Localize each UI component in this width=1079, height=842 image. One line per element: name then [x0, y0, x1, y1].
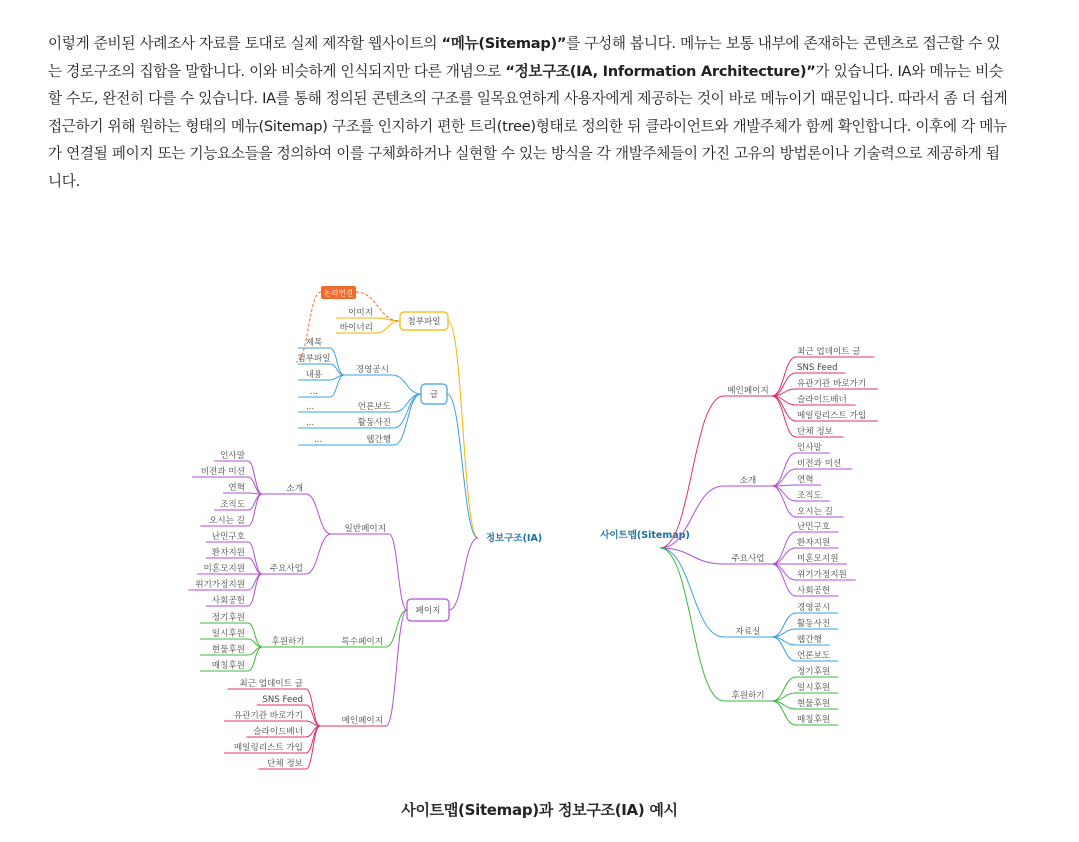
ia-general-sub1-leaf-2: 미혼모지원	[203, 564, 245, 574]
sitemap-branch-3: 자료실	[735, 627, 761, 637]
ia-special-leaf-3: 매칭후원	[211, 661, 245, 671]
ia-attachment-edge-1	[376, 321, 400, 333]
sitemap-branch1-leaf-2: 연혁	[797, 475, 814, 485]
sitemap-branch0-leaf-3: 슬라이드배너	[797, 395, 847, 405]
mindmap-figure	[0, 270, 1079, 780]
sitemap-branch0-leaf-5: 단체 정보	[797, 427, 833, 437]
ia-general-sub0-leaf-0: 인사말	[220, 451, 245, 461]
sitemap-branch1-leaf-edge-4	[772, 486, 796, 517]
ia-general-sub1-leaf-3: 위기가정지원	[195, 580, 245, 590]
ia-post-edge-1	[394, 394, 421, 412]
sitemap-branch2-leaf-edge-0	[772, 532, 796, 564]
sitemap-branch2-leaf-1: 환자지원	[797, 538, 831, 548]
sitemap-branch2-leaf-2: 미혼모지원	[797, 554, 839, 564]
sitemap-branch3-leaf-2: 웹간행	[797, 635, 822, 645]
sitemap-branch-1: 소개	[739, 476, 757, 486]
ia-general-sub0-leaf-edge-3	[248, 494, 262, 510]
ia-general-sub-0: 소개	[286, 484, 303, 494]
ia-general-sub0-leaf-3: 조직도	[220, 500, 245, 510]
link-dashed-file	[296, 292, 321, 362]
ia-post-2: 활동사진	[357, 418, 391, 428]
ia-general-sub1-leaf-4: 사회공헌	[211, 596, 245, 606]
link-tag-label: 논리연결	[324, 288, 353, 298]
ia-main-leaf-edge-5	[306, 726, 320, 769]
figure-caption: 사이트맵(Sitemap)과 정보구조(IA) 예시	[401, 801, 678, 819]
sitemap-branch-edge-4	[660, 548, 724, 701]
sitemap-branch2-leaf-3: 위기가정지원	[797, 570, 847, 580]
ia-general-sub-edge-1	[306, 534, 331, 574]
sitemap-branch1-leaf-3: 조직도	[797, 491, 822, 501]
ia-general-sub0-leaf-4: 오시는 길	[209, 516, 245, 526]
sitemap-branch1-leaf-0: 인사말	[797, 443, 822, 453]
sitemap-branch1-leaf-edge-1	[772, 469, 796, 486]
ia-special-leaf-1: 일시후원	[211, 629, 245, 639]
sitemap-branch-2: 주요사업	[731, 554, 765, 564]
sitemap-branch2-leaf-edge-1	[772, 548, 796, 564]
ia-post0-child-1: 첨부파일	[297, 354, 331, 364]
ia-general-sub1-leaf-edge-4	[248, 574, 262, 606]
ia-general-sub1-leaf-0: 난민구호	[211, 532, 245, 542]
ia-page-edge-1	[386, 610, 407, 647]
sitemap-root-label: 사이트맵(Sitemap)	[600, 530, 690, 541]
ia-page-edge-0	[389, 534, 407, 610]
ia-post-edge-3	[394, 394, 421, 445]
ia-main-leaf-4: 메일링리스트 가입	[233, 743, 303, 753]
ia-root-label: 정보구조(IA)	[485, 533, 543, 544]
ia-post0-child-edge-3	[330, 375, 344, 397]
ia-attachment-0: 이미지	[348, 308, 373, 318]
ia-post-1: 언론보도	[357, 402, 391, 412]
ia-special-sub-0: 후원하기	[271, 637, 305, 647]
ia-post-3-prefix: ...	[314, 435, 323, 445]
ia-post-edge-0	[392, 375, 421, 394]
sitemap-branch0-leaf-1: SNS Feed	[797, 363, 838, 373]
ia-attachments: 첨부파일	[407, 317, 441, 327]
ia-general-sub1-leaf-edge-3	[248, 574, 262, 590]
sitemap-branch2-leaf-4: 사회공헌	[797, 586, 831, 596]
sitemap-branch-edge-2	[660, 548, 724, 564]
sitemap-branch0-leaf-4: 메일링리스트 가입	[797, 411, 867, 421]
ia-main-leaf-edge-0	[306, 689, 320, 726]
ia-edge-pages	[449, 538, 478, 610]
ia-main-leaf-0: 최근 업데이트 글	[239, 679, 303, 689]
sitemap-branch-edge-0	[660, 396, 724, 548]
sitemap-branch-0: 메인페이지	[727, 386, 769, 396]
sitemap-branch3-leaf-0: 경영공시	[797, 603, 831, 613]
sitemap-branch2-leaf-edge-3	[772, 564, 796, 580]
ia-page-1: 특수페이지	[341, 637, 383, 647]
ia-attachment-1: 바이너리	[339, 323, 373, 333]
sitemap-branch2-leaf-edge-4	[772, 564, 796, 596]
ia-post0-child-edge-0	[330, 348, 344, 375]
ia-general-sub0-leaf-2: 연혁	[228, 483, 245, 493]
ia-main-leaf-2: 유관기관 바로가기	[233, 711, 303, 721]
paragraph-bold-sitemap: “메뉴(Sitemap)”	[441, 35, 567, 52]
ia-main-leaf-5: 단체 정보	[267, 759, 303, 769]
sitemap-branch1-leaf-1: 비전과 미션	[797, 459, 842, 469]
sitemap-branch4-leaf-0: 정기후원	[797, 667, 831, 677]
ia-post-1-prefix: ...	[306, 402, 315, 412]
ia-posts: 글	[429, 390, 439, 400]
ia-general-sub-1: 주요사업	[269, 564, 303, 574]
sitemap-branch1-leaf-4: 오시는 길	[797, 507, 833, 517]
ia-post-2-prefix: ...	[306, 418, 315, 428]
ia-post0-child-0: 제목	[305, 338, 323, 348]
ia-general-sub1-leaf-1: 환자지원	[211, 548, 245, 558]
ia-page-2: 메인페이지	[341, 716, 383, 726]
ia-main-leaf-1: SNS Feed	[262, 695, 303, 705]
ia-general-sub0-leaf-1: 비전과 미션	[200, 467, 245, 477]
sitemap-branch4-leaf-3: 매칭후원	[797, 715, 831, 725]
ia-page-0: 일반페이지	[344, 524, 386, 534]
ia-special-leaf-2: 현물후원	[211, 645, 245, 655]
sitemap-branch4-leaf-1: 일시후원	[797, 683, 831, 693]
ia-general-sub0-leaf-edge-4	[248, 494, 262, 526]
intro-paragraph	[48, 30, 1013, 196]
ia-post-3: 웹간행	[366, 435, 391, 445]
sitemap-branch4-leaf-2: 현물후원	[797, 699, 831, 709]
ia-general-sub1-leaf-edge-0	[248, 542, 262, 574]
sitemap-branch2-leaf-0: 난민구호	[797, 522, 831, 532]
sitemap-branch0-leaf-2: 유관기관 바로가기	[797, 379, 867, 389]
sitemap-branch0-leaf-edge-0	[772, 357, 796, 396]
sitemap-branch3-leaf-3: 언론보도	[797, 651, 831, 661]
paragraph-bold-ia: “정보구조(IA, Information Architecture)”	[505, 62, 816, 80]
ia-pages: 페이지	[415, 606, 441, 616]
ia-special-leaf-0: 정기후원	[211, 613, 245, 623]
paragraph-text-2: 를 구성해 봅니다. 메뉴는 보통 내부에 존재하는 콘텐츠로 접근할 수 있는 경로구조의 집합을 말합니다. 이와 비슷하게 인식되지만 다른 개념으로	[48, 35, 1001, 80]
ia-post0-child-2: 내용	[305, 370, 323, 380]
sitemap-branch1-leaf-edge-3	[772, 486, 796, 501]
sitemap-branch-4: 후원하기	[731, 691, 765, 701]
sitemap-branch3-leaf-1: 활동사진	[797, 619, 831, 629]
ia-edge-attachments	[448, 321, 478, 538]
ia-general-sub-edge-0	[306, 494, 331, 534]
paragraph-text-3: 가 있습니다. IA와 메뉴는 비슷할 수도, 완전히 다를 수 있습니다. IA를 통해 정의된 콘텐츠의 구조를 일목요연하게 사용자에게 제공하는 것이 바로 메뉴이기 때문입니다. 따라서 좀 더 쉽게 접근하기 위해 원하는 형태의 메뉴(Sitemap) 구조를 인지하기 편한 트리(tree)형태로 정의한 뒤 클라이언트와 개발주체가 함께 확인합니다. 이후에 각 메뉴가 연결될 페이지 또는 기능요소들을 정의하여 이를 구체화하거나 실현할 수 있는 방식을 각 개발주체들이 가진 고유의 방법론이나 기술력으로 제공하게 됩니다.	[48, 62, 1008, 190]
sitemap-branch0-leaf-0: 최근 업데이트 글	[797, 347, 861, 357]
paragraph-text-1: 이렇게 준비된 사례조사 자료를 토대로 실제 제작할 웹사이트의	[48, 35, 442, 52]
ia-post0-child-3: ...	[309, 387, 319, 397]
ia-general-sub1-leaf-edge-1	[248, 558, 262, 574]
mindmap-svg	[0, 270, 1079, 780]
sitemap-branch0-leaf-edge-5	[772, 396, 796, 437]
ia-main-leaf-3: 슬라이드배너	[253, 727, 303, 737]
ia-post-0: 경영공시	[355, 365, 389, 375]
